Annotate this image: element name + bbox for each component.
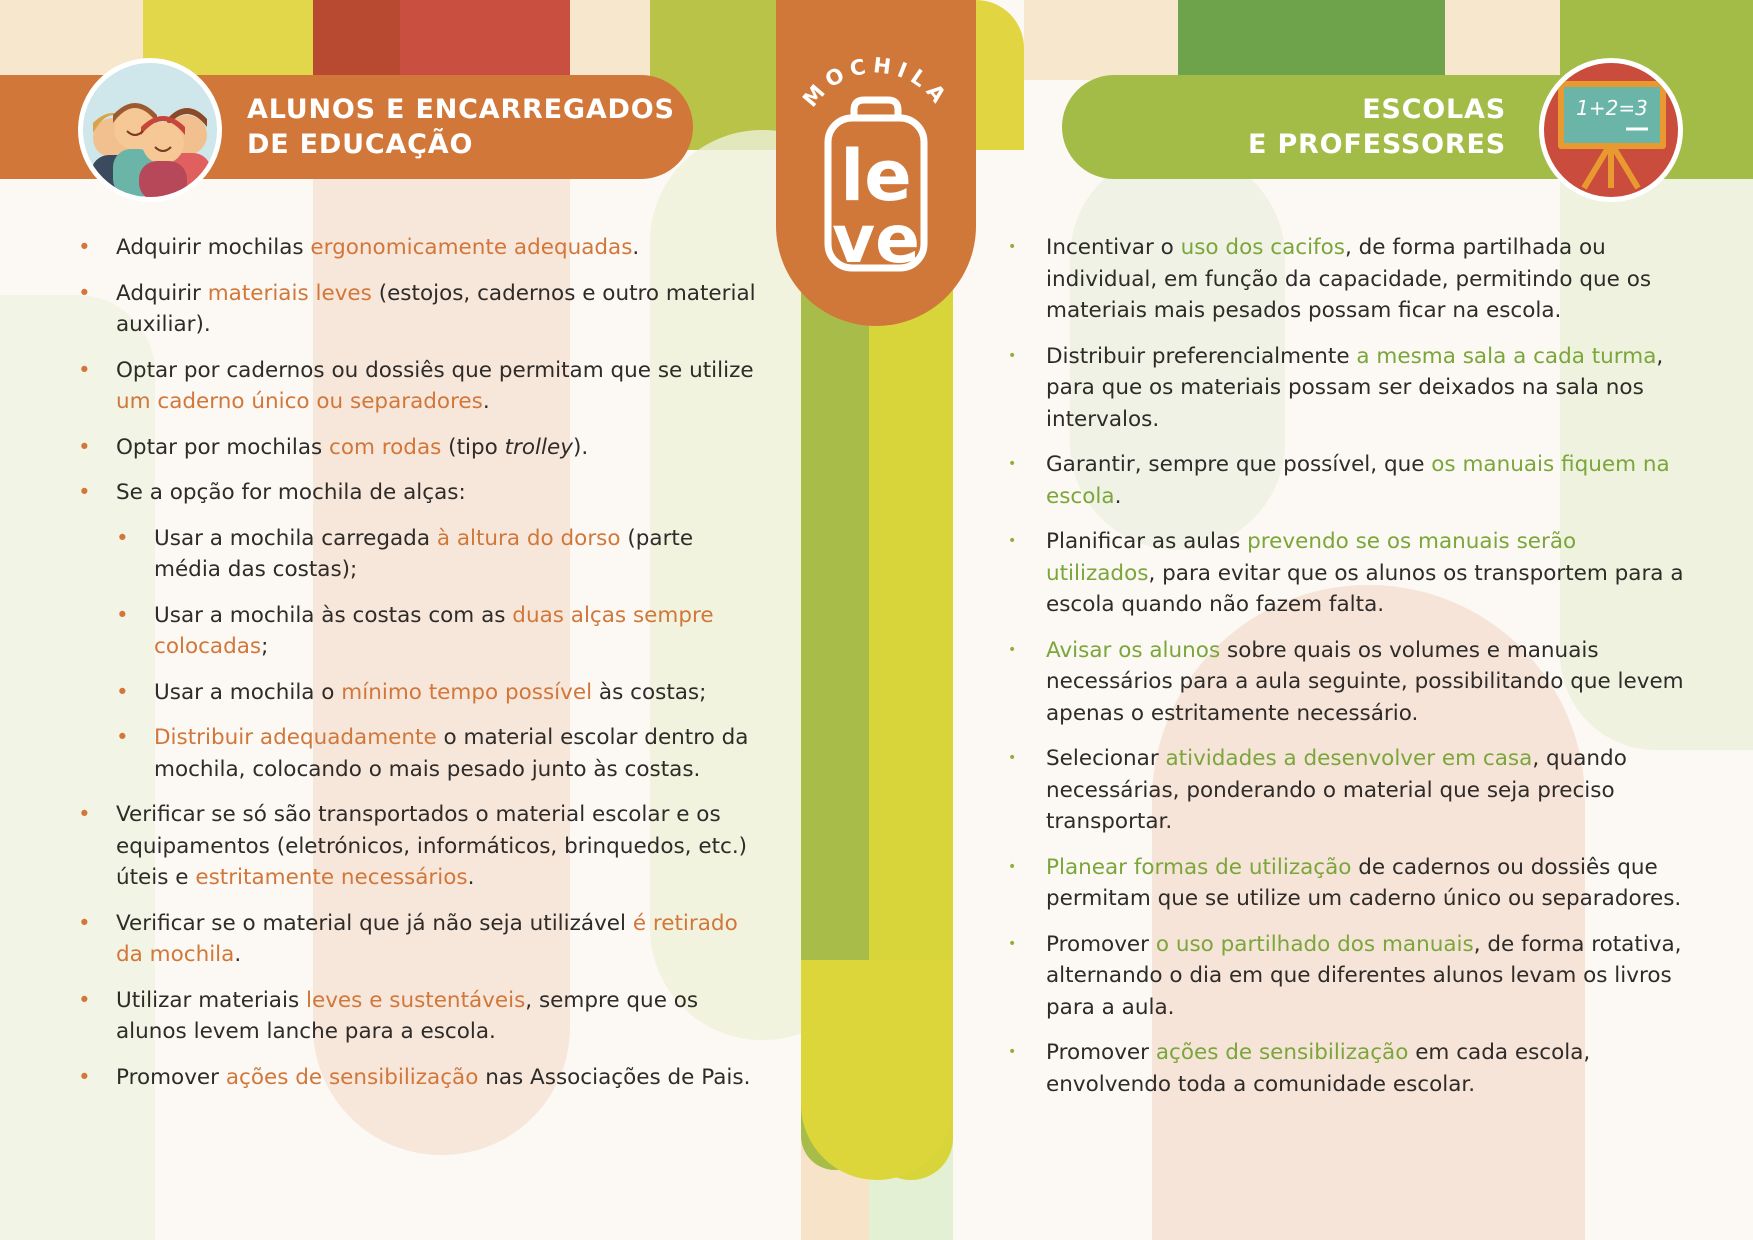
right-title-line2: E PROFESSORES	[1248, 129, 1506, 160]
item-text: Incentivar o	[1046, 235, 1181, 260]
item-text: (parte média das costas);	[154, 525, 694, 582]
center-stripe	[801, 960, 953, 1180]
list-item	[1046, 852, 1686, 915]
bg-stripe	[570, 0, 650, 80]
highlight-text: a mesma sala a cada turma	[1356, 343, 1657, 369]
left-list	[116, 232, 756, 1107]
highlight-text: mínimo tempo possível	[341, 679, 593, 705]
left-title-line1: ALUNOS E ENCARREGADOS	[247, 94, 675, 125]
students-icon	[78, 58, 222, 202]
bg-stripe	[1445, 0, 1560, 80]
highlight-text: Avisar os alunos	[1046, 637, 1221, 663]
highlight-text: os manuais fiquem na escola	[1046, 452, 1670, 509]
item-text: trolley	[504, 434, 573, 460]
list-item	[116, 1062, 756, 1094]
list-item	[116, 232, 756, 264]
bg-stripe	[1178, 0, 1445, 80]
item-text: .	[1114, 483, 1122, 509]
bg-stripe	[400, 0, 570, 80]
list-item	[116, 355, 756, 418]
list-item	[1046, 526, 1686, 621]
item-text: Se a opção for mochila de alças:	[116, 480, 466, 505]
item-text: às costas;	[592, 679, 707, 705]
item-text: Verificar se só são transportados o material escolar e os equipamentos (eletrónicos, informáticos, brinquedos, etc.) úteis e	[116, 802, 748, 890]
list-item	[1046, 232, 1686, 327]
logo-word-bottom: ve	[832, 201, 920, 278]
list-item	[1046, 929, 1686, 1024]
board-text: 1+2=3	[1576, 96, 1648, 120]
highlight-text: prevendo se os manuais serão utilizados	[1046, 529, 1577, 586]
chalkboard-icon	[1539, 58, 1683, 202]
item-text: .	[234, 942, 242, 967]
item-text: .	[467, 865, 475, 890]
highlight-text: estritamente necessários	[195, 865, 468, 890]
list-item	[1046, 1037, 1686, 1100]
item-text: .	[482, 389, 490, 414]
highlight-text: um caderno único ou separadores	[116, 389, 483, 414]
highlight-text: duas alças sempre colocadas	[154, 602, 714, 659]
list-item	[116, 908, 756, 971]
left-title-line2: DE EDUCAÇÃO	[247, 129, 474, 160]
item-text: Planificar as aulas	[1046, 529, 1248, 554]
list-item	[1046, 635, 1686, 730]
highlight-text: leves e sustentáveis	[306, 987, 526, 1013]
list-item	[154, 600, 756, 663]
highlight-text: materiais leves	[207, 280, 372, 306]
right-title-line1: ESCOLAS	[1362, 94, 1506, 125]
item-text: Optar por mochilas	[116, 434, 330, 460]
list-item	[116, 985, 756, 1048]
item-text: de cadernos ou dossiês que permitam que se utilize um caderno único ou separadores.	[1046, 854, 1682, 911]
item-text: , sempre que os alunos levem lanche para a escola.	[116, 987, 699, 1044]
highlight-text: com rodas	[329, 434, 442, 460]
left-items	[116, 232, 756, 1093]
item-text: Promover	[1046, 1040, 1156, 1065]
list-item	[116, 278, 756, 341]
item-text: , de forma rotativa, alternando o dia em que diferentes alunos levam os livros para a aula.	[1046, 931, 1682, 1020]
item-text: Usar a mochila o	[154, 679, 342, 705]
highlight-text: Planear formas de utilização	[1046, 854, 1352, 880]
item-text: Promover	[1046, 931, 1156, 957]
right-list	[1046, 232, 1686, 1114]
list-item	[154, 722, 756, 785]
logo-arc-text: MOCHILA	[798, 53, 955, 112]
highlight-text: ações de sensibilização	[1155, 1040, 1409, 1065]
item-text: sobre quais os volumes e manuais necessários para a aula seguinte, possibilitando que levem apenas o estritamente necessário.	[1046, 637, 1684, 726]
list-item	[1046, 449, 1686, 512]
item-text: Promover	[116, 1064, 226, 1090]
list-item	[1046, 341, 1686, 436]
left-title	[247, 92, 675, 162]
list-item	[1046, 743, 1686, 838]
mochila-leve-logo	[776, 0, 976, 326]
bg-stripe	[313, 0, 400, 80]
item-text: Utilizar materiais	[116, 987, 306, 1013]
item-text: .	[632, 235, 640, 260]
item-text: Selecionar	[1046, 746, 1166, 771]
item-text: Adquirir	[116, 280, 208, 306]
highlight-text: é retirado da mochila	[116, 910, 738, 967]
list-item	[116, 799, 756, 894]
highlight-text: à altura do dorso	[436, 525, 621, 551]
item-text: Optar por cadernos ou dossiês que permitam que se utilize	[116, 357, 754, 383]
item-text: Usar a mochila carregada	[154, 525, 437, 551]
item-text: (tipo	[441, 434, 505, 460]
list-item	[154, 677, 756, 709]
item-text: Garantir, sempre que possível, que	[1046, 452, 1432, 477]
highlight-text: ações de sensibilização	[225, 1064, 479, 1090]
item-text: nas Associações de Pais.	[478, 1064, 751, 1090]
item-text: Usar a mochila às costas com as	[154, 602, 513, 628]
item-text: , de forma partilhada ou individual, em função da capacidade, permitindo que os materiais mais pesados possam ficar na escola.	[1046, 235, 1652, 323]
highlight-text: ergonomicamente adequadas	[310, 235, 633, 260]
item-text: , para evitar que os alunos os transportem para a escola quando não fazem falta.	[1046, 560, 1684, 617]
highlight-text: o uso partilhado dos manuais	[1155, 931, 1474, 957]
item-text: ).	[572, 434, 589, 460]
item-text: , quando necessárias, ponderando o material que seja preciso transportar.	[1046, 746, 1627, 834]
logo-word-top: le	[840, 135, 912, 217]
list-item	[116, 432, 756, 464]
list-item	[154, 523, 756, 586]
highlight-text: atividades a desenvolver em casa	[1165, 746, 1533, 771]
item-text: ;	[261, 634, 269, 659]
list-item	[116, 477, 756, 509]
right-items	[1046, 232, 1686, 1100]
item-text: Distribuir preferencialmente	[1046, 343, 1357, 369]
bg-stripe	[1024, 0, 1178, 80]
item-text: em cada escola, envolvendo toda a comunidade escolar.	[1046, 1040, 1591, 1097]
item-text: Adquirir mochilas	[116, 235, 311, 260]
item-text: Verificar se o material que já não seja utilizável	[116, 910, 633, 936]
highlight-text: Distribuir adequadamente	[154, 725, 437, 750]
item-text: o material escolar dentro da mochila, colocando o mais pesado junto às costas.	[154, 725, 749, 782]
right-title	[1248, 92, 1506, 162]
highlight-text: uso dos cacifos	[1180, 235, 1345, 260]
item-text: , para que os materiais possam ser deixados na sala nos intervalos.	[1046, 343, 1664, 432]
bg-stripe	[976, 0, 1024, 150]
item-text: (estojos, cadernos e outro material auxiliar).	[116, 280, 756, 337]
